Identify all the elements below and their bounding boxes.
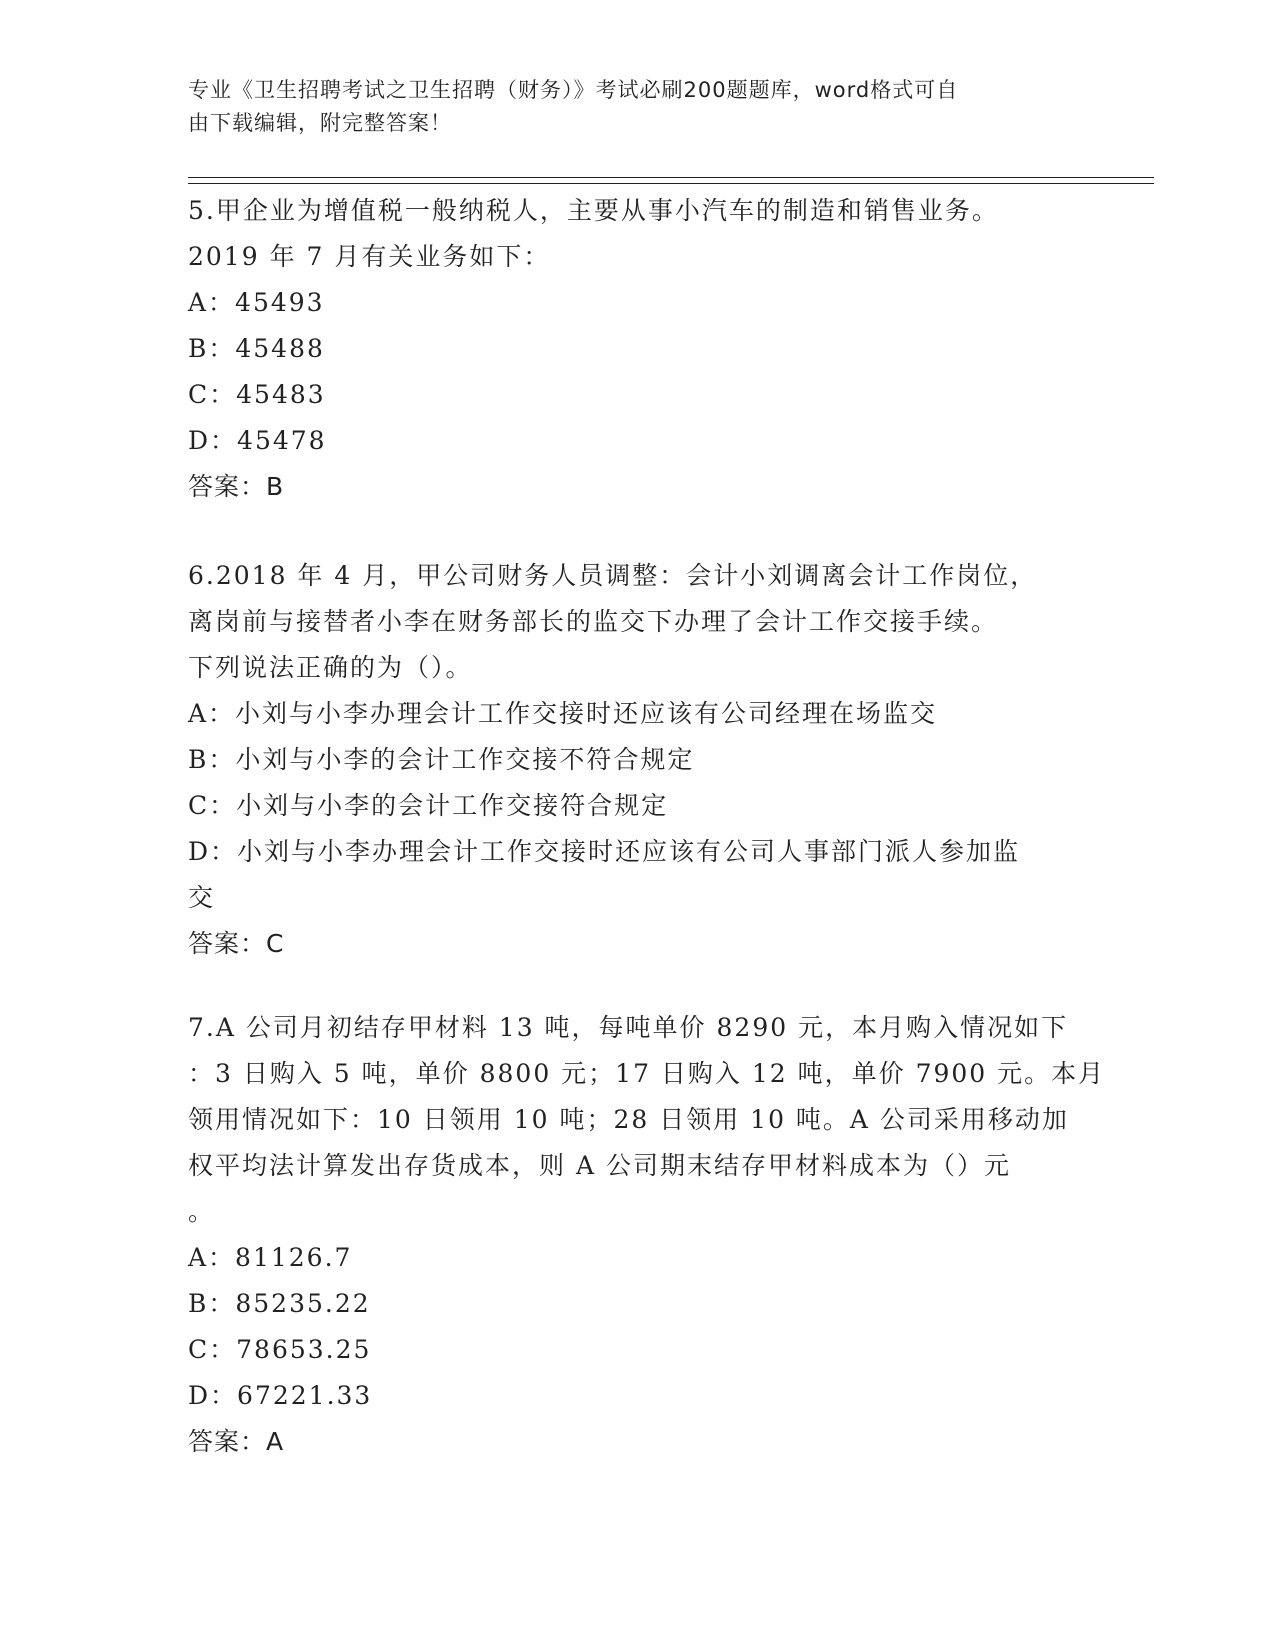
question-stem-line: 离岗前与接替者小李在财务部长的监交下办理了会计工作交接手续。 bbox=[188, 607, 999, 636]
header-divider bbox=[188, 177, 1154, 178]
question-stem-line: 6.2018 年 4 月，甲公司财务人员调整：会计小刘调离会计工作岗位， bbox=[188, 561, 1038, 590]
header-line: 由下载编辑，附完整答案！ bbox=[188, 111, 452, 135]
option-a: A：小刘与小李办理会计工作交接时还应该有公司经理在场监交 bbox=[188, 699, 938, 728]
option-a: A：81126.7 bbox=[188, 1243, 353, 1272]
question-stem-line: 。 bbox=[188, 1197, 216, 1226]
option-c: C：小刘与小李的会计工作交接符合规定 bbox=[188, 791, 669, 820]
header-line: 专业《卫生招聘考试之卫生招聘（财务）》考试必刷200题题库，word格式可自 bbox=[188, 78, 959, 102]
option-d: D：45478 bbox=[188, 426, 327, 455]
option-d: D：小刘与小李办理会计工作交接时还应该有公司人事部门派人参加监 bbox=[188, 837, 1021, 866]
option-a: A：45493 bbox=[188, 288, 325, 317]
answer-line: 答案：C bbox=[188, 929, 285, 958]
option-c: C：78653.25 bbox=[188, 1335, 372, 1364]
question-stem-line: 领用情况如下：10 日领用 10 吨；28 日领用 10 吨。A 公司采用移动加 bbox=[188, 1105, 1069, 1134]
question-7 bbox=[188, 1005, 1106, 1465]
option-d-continued: 交 bbox=[188, 883, 216, 912]
question-stem-line: 7.A 公司月初结存甲材料 13 吨，每吨单价 8290 元，本月购入情况如下 bbox=[188, 1013, 1069, 1042]
document-header bbox=[188, 74, 1068, 140]
option-b: B：小刘与小李的会计工作交接不符合规定 bbox=[188, 745, 695, 774]
answer-line: 答案：B bbox=[188, 472, 285, 501]
option-b: B：85235.22 bbox=[188, 1289, 371, 1318]
question-stem-line: 5.甲企业为增值税一般纳税人，主要从事小汽车的制造和销售业务。 bbox=[188, 196, 999, 225]
question-stem-line: 2019 年 7 月有关业务如下： bbox=[188, 242, 551, 271]
option-b: B：45488 bbox=[188, 334, 325, 363]
option-d: D：67221.33 bbox=[188, 1381, 373, 1410]
answer-line: 答案：A bbox=[188, 1427, 285, 1456]
question-stem-line: 下列说法正确的为（）。 bbox=[188, 653, 473, 682]
option-c: C：45483 bbox=[188, 380, 326, 409]
header-divider bbox=[188, 183, 1154, 184]
question-stem-line: ：3 日购入 5 吨，单价 8800 元；17 日购入 12 吨，单价 7900 元。本月 bbox=[188, 1059, 1106, 1088]
question-stem-line: 权平均法计算发出存货成本，则 A 公司期末结存甲材料成本为（）元 bbox=[188, 1151, 1011, 1180]
question-6 bbox=[188, 553, 1088, 967]
question-5 bbox=[188, 188, 1088, 510]
